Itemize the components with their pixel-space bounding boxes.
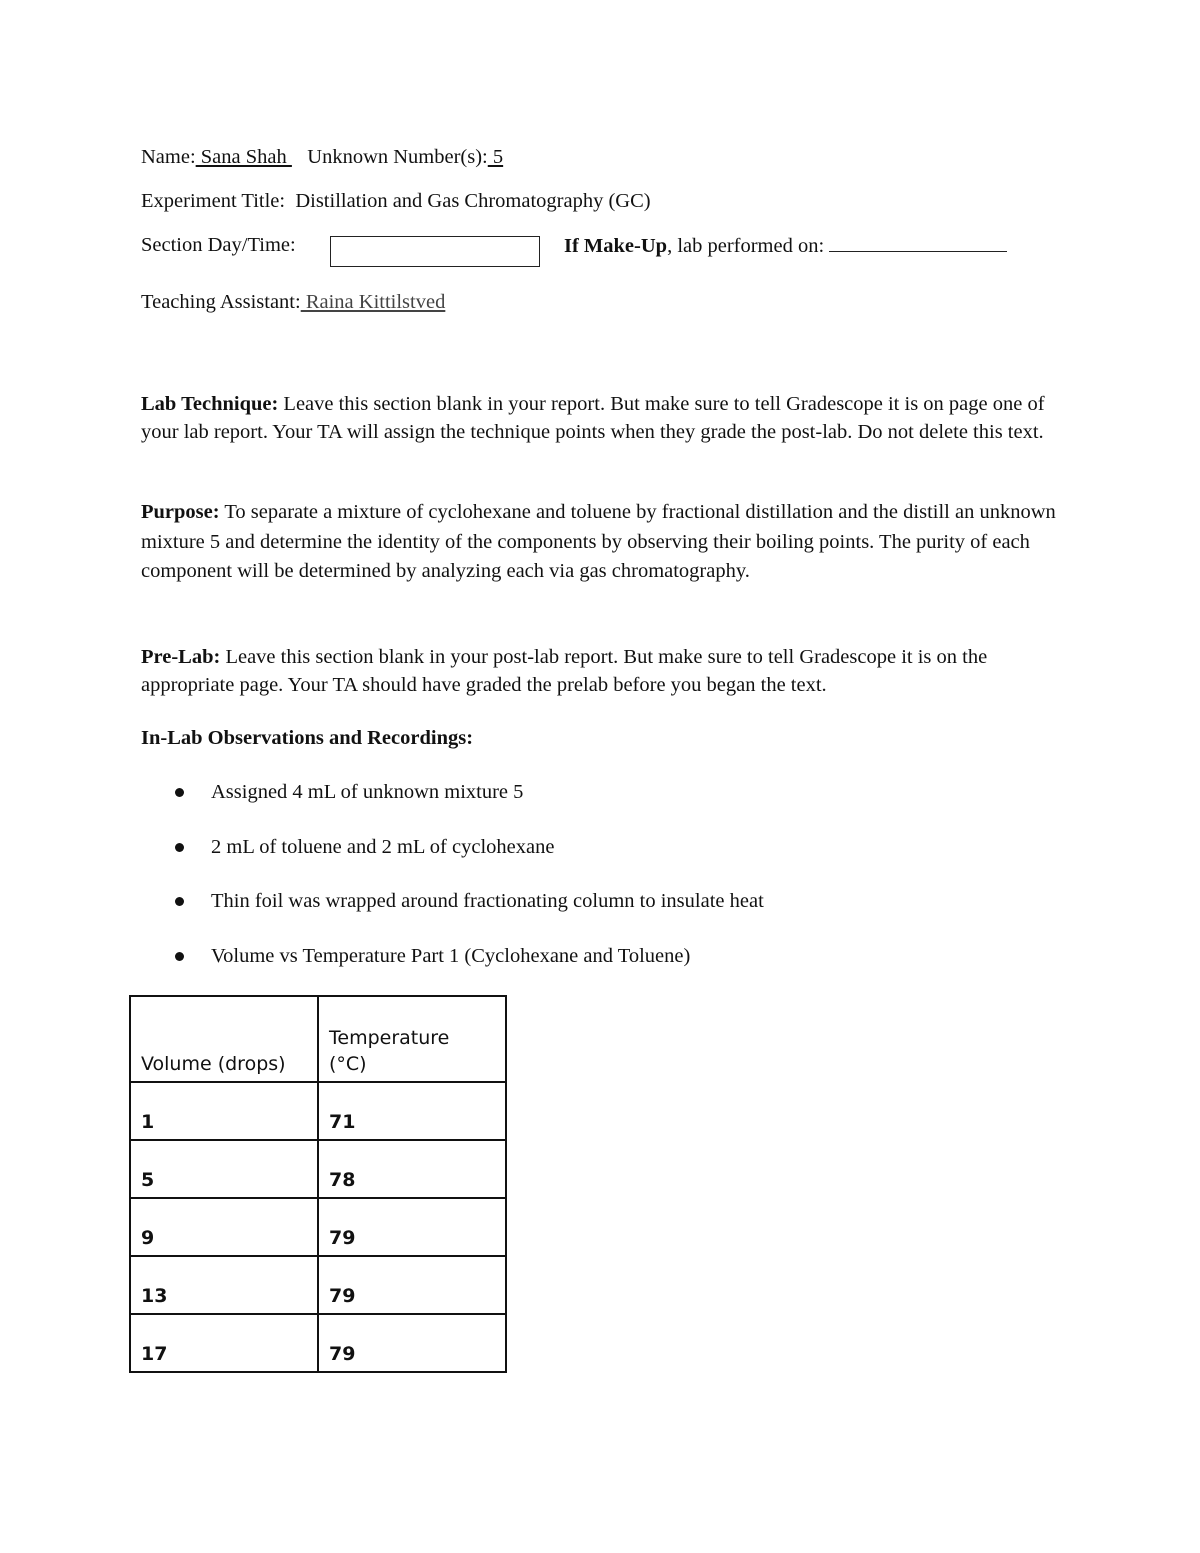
makeup-line (564, 233, 1007, 258)
experiment-line (141, 189, 651, 213)
temperature-cell[interactable]: 79 (318, 1198, 506, 1256)
unknown-label: Unknown Number(s): (307, 146, 488, 168)
table-row (130, 1140, 506, 1198)
volume-temperature-table (129, 995, 507, 1373)
name-line (141, 145, 503, 169)
lab-technique-text: Leave this section blank in your report. But make sure to tell Gradescope it is on page one of your lab report. Your TA will assign the technique points when they grade the post-lab. Do not delete this text. (141, 393, 1045, 443)
observations-heading: In-Lab Observations and Recordings: (141, 727, 474, 749)
temperature-header: Temperature (°C) (318, 996, 506, 1082)
lab-technique-heading: Lab Technique: (141, 393, 279, 415)
volume-cell[interactable]: 9 (130, 1198, 318, 1256)
prelab-section (141, 643, 1061, 699)
table-header-row (130, 996, 506, 1082)
bullet-icon (175, 843, 184, 852)
bullet-icon (175, 897, 184, 906)
experiment-label: Experiment Title: (141, 190, 286, 212)
bullet-icon (175, 788, 184, 797)
ta-line (141, 290, 445, 314)
table-row (130, 1256, 506, 1314)
makeup-date-field[interactable] (829, 233, 1007, 252)
section-label: Section Day/Time: (141, 234, 296, 256)
temperature-cell[interactable]: 71 (318, 1082, 506, 1140)
makeup-label-bold: If Make-Up (564, 235, 668, 257)
table-row (130, 1082, 506, 1140)
bullet-text: Thin foil was wrapped around fractionating column to insulate heat (211, 890, 764, 912)
volume-cell[interactable]: 17 (130, 1314, 318, 1372)
temperature-cell[interactable]: 79 (318, 1314, 506, 1372)
bullet-icon (175, 952, 184, 961)
section-time-field[interactable] (330, 236, 540, 267)
purpose-section (141, 498, 1061, 587)
unknown-value[interactable]: 5 (487, 146, 504, 168)
name-label: Name: (141, 146, 196, 168)
volume-cell[interactable]: 1 (130, 1082, 318, 1140)
bullet-text: Assigned 4 mL of unknown mixture 5 (211, 781, 524, 803)
bullet-text: Volume vs Temperature Part 1 (Cyclohexane and Toluene) (211, 945, 691, 967)
volume-cell[interactable]: 13 (130, 1256, 318, 1314)
prelab-text: Leave this section blank in your post-lab report. But make sure to tell Gradescope it is on the appropriate page. Your TA should have graded the prelab before you began the text. (141, 646, 988, 696)
volume-cell[interactable]: 5 (130, 1140, 318, 1198)
purpose-heading: Purpose: (141, 501, 220, 523)
ta-label: Teaching Assistant: (141, 291, 301, 313)
ta-value[interactable]: Raina Kittilstved (300, 291, 446, 313)
temperature-cell[interactable]: 78 (318, 1140, 506, 1198)
lab-technique-section (141, 390, 1061, 446)
name-value[interactable]: Sana Shah (195, 146, 292, 168)
experiment-value[interactable]: Distillation and Gas Chromatography (GC) (295, 190, 651, 212)
temperature-cell[interactable]: 79 (318, 1256, 506, 1314)
table-row (130, 1198, 506, 1256)
makeup-label: , lab performed on: (667, 235, 825, 257)
section-line (141, 233, 296, 257)
purpose-text: To separate a mixture of cyclohexane and toluene by fractional distillation and the distill an unknown mixture 5 and determine the identity of the components by observing their boiling points. The purity of each component will be determined by analyzing each via gas chromatography. (141, 501, 1056, 582)
bullet-text: 2 mL of toluene and 2 mL of cyclohexane (211, 836, 555, 858)
prelab-heading: Pre-Lab: (141, 646, 221, 668)
table-row (130, 1314, 506, 1372)
volume-header: Volume (drops) (130, 996, 318, 1082)
